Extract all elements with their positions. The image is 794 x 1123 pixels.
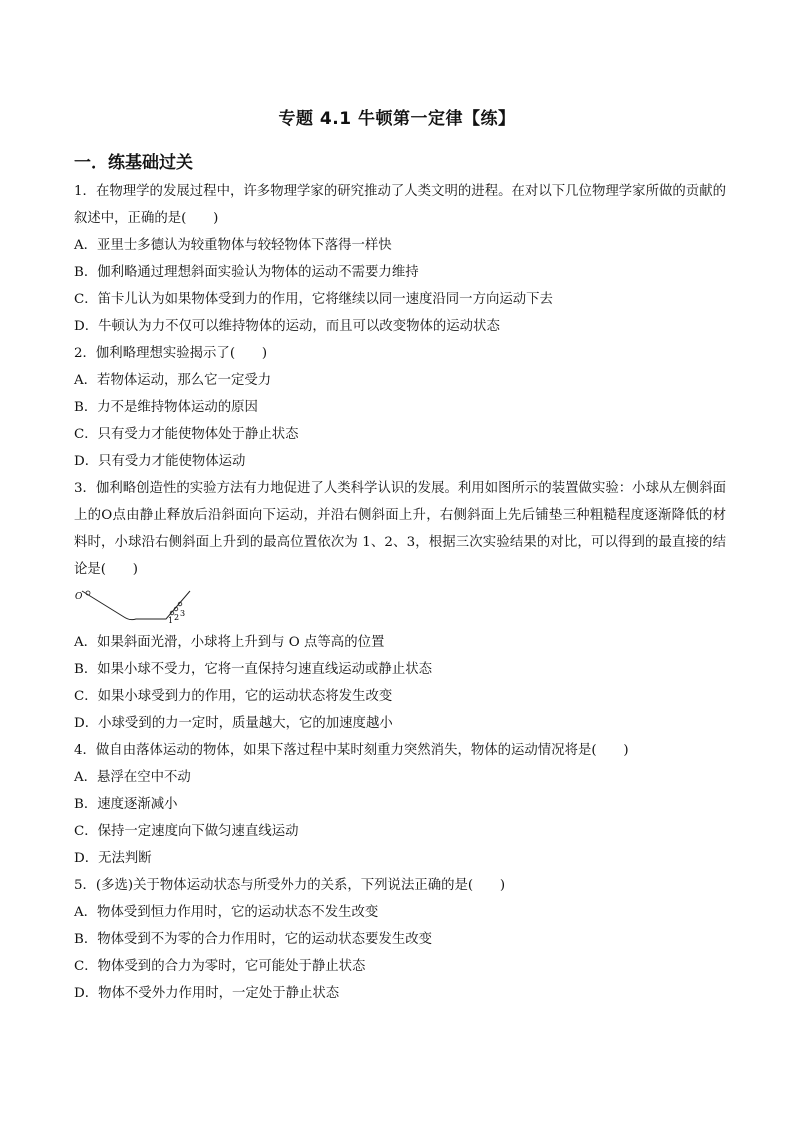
option-b: B．速度逐渐减小 bbox=[74, 797, 178, 812]
figure-label-3: 3 bbox=[180, 609, 186, 618]
option-c: C．只有受力才能使物体处于静止状态 bbox=[74, 427, 299, 442]
option-d: D．牛顿认为力不仅可以维持物体的运动，而且可以改变物体的运动状态 bbox=[74, 319, 500, 334]
option-c: C．笛卡儿认为如果物体受到力的作用，它将继续以同一速度沿同一方向运动下去 bbox=[74, 292, 553, 307]
question-2 bbox=[74, 340, 726, 475]
figure-label-1: 1 bbox=[168, 616, 174, 625]
incline-figure bbox=[74, 585, 726, 627]
question-stem: 4．做自由落体运动的物体，如果下落过程中某时刻重力突然消失，物体的运动情况将是( ) bbox=[74, 743, 629, 758]
question-4 bbox=[74, 737, 726, 872]
question-stem: 5．(多选)关于物体运动状态与所受外力的关系，下列说法正确的是( ) bbox=[74, 878, 506, 893]
option-a: A．若物体运动，那么它一定受力 bbox=[74, 373, 272, 388]
option-a: A．物体受到恒力作用时，它的运动状态不发生改变 bbox=[74, 905, 379, 920]
section-heading: 一．练基础过关 bbox=[74, 153, 193, 173]
question-5 bbox=[74, 872, 726, 1007]
option-c: C．保持一定速度向下做匀速直线运动 bbox=[74, 824, 299, 839]
option-d: D．只有受力才能使物体运动 bbox=[74, 454, 246, 469]
option-c: C．如果小球受到力的作用，它的运动状态将发生改变 bbox=[74, 689, 393, 704]
option-a: A．悬浮在空中不动 bbox=[74, 770, 191, 785]
option-b: B．物体受到不为零的合力作用时，它的运动状态要发生改变 bbox=[74, 932, 432, 947]
option-b: B．伽利略通过理想斜面实验认为物体的运动不需要力维持 bbox=[74, 265, 419, 280]
figure-label-origin: O bbox=[75, 592, 83, 602]
question-stem: 2．伽利略理想实验揭示了( ) bbox=[74, 346, 268, 361]
option-b: B．如果小球不受力，它将一直保持匀速直线运动或静止状态 bbox=[74, 662, 432, 677]
option-a: A．如果斜面光滑，小球将上升到与 O 点等高的位置 bbox=[74, 635, 385, 650]
option-d: D．物体不受外力作用时，一定处于静止状态 bbox=[74, 986, 340, 1001]
figure-label-2: 2 bbox=[174, 613, 180, 622]
option-a: A．亚里士多德认为较重物体与较轻物体下落得一样快 bbox=[74, 238, 392, 253]
question-stem: 3．伽利略创造性的实验方法有力地促进了人类科学认识的发展。利用如图所示的装置做实验：小球从左侧斜面上的O点由静止释放后沿斜面向下运动，并沿右侧斜面上升，右侧斜面上先后铺垫三种粗糙程度逐渐降低的材料时，小球沿右侧斜面上升到的最高位置依次为 1、2、3，根据三次实验结果的对比，可以得到的最直接的结论是( ) bbox=[74, 481, 726, 577]
page-title: 专题 4.1 牛顿第一定律【练】 bbox=[278, 109, 516, 129]
question-list bbox=[74, 178, 726, 1007]
incline-diagram bbox=[74, 585, 204, 627]
option-b: B．力不是维持物体运动的原因 bbox=[74, 400, 258, 415]
question-1 bbox=[74, 178, 726, 340]
option-c: C．物体受到的合力为零时，它可能处于静止状态 bbox=[74, 959, 366, 974]
option-d: D．小球受到的力一定时，质量越大，它的加速度越小 bbox=[74, 716, 393, 731]
option-d: D．无法判断 bbox=[74, 851, 152, 866]
question-3 bbox=[74, 475, 726, 737]
question-stem: 1．在物理学的发展过程中，许多物理学家的研究推动了人类文明的进程。在对以下几位物理学家所做的贡献的叙述中，正确的是( ) bbox=[74, 184, 726, 226]
